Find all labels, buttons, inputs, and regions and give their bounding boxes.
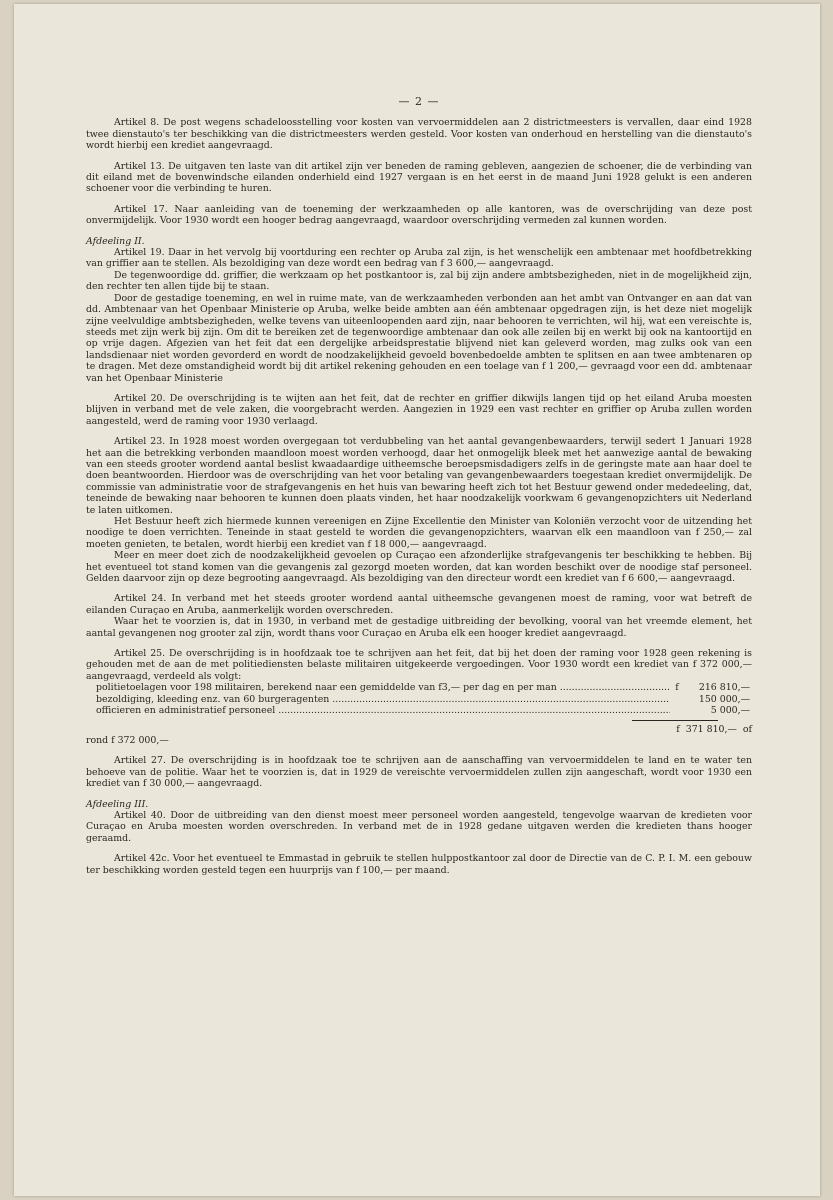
section-heading-3: Afdeeling III. (86, 798, 149, 810)
article-27: Artikel 27. De overschrijding is in hoofdzaak toe te schrijven aan de aanschaffing van vervoermiddelen te land en te water ten behoeve van de politie. Waar het te voorzien is, dat in 1929 de vereischte vervoermiddelen zullen zijn aangeschaft, wordt voor 1930 een krediet van f 30 000,— aangevraagd. (86, 755, 752, 790)
budget-item (96, 694, 752, 705)
article-42c: Artikel 42c. Voor het eventueel te Emmastad in gebruik te stellen hulppostkantoor zal door de Directie van de C. P. I. M. een gebouw ter beschikking worden gesteld tegen een huurprijs van f 100,— per maand. (86, 853, 752, 876)
section-heading-2: Afdeeling II. (86, 235, 145, 247)
budget-item (96, 682, 752, 693)
sum-rule (632, 720, 718, 721)
article-23-p3: Meer en meer doet zich de noodzakelijkheid gevoelen op Curaçao een afzonderlijke strafgevangenis ter beschikking te hebben. Bij het eventueel tot stand komen van die gevangenis zal gezorgd moeten worden, dat kan worden beschikt over de noodige staf personeel. Gelden daarvoor zijn op deze begrooting aangevraagd. Als bezoldiging van den directeur wordt een krediet van f 6 600,— aangevraagd. (86, 550, 752, 585)
document-page (14, 4, 820, 1196)
budget-items (96, 682, 752, 735)
article-19-p2: De tegenwoordige dd. griffier, die werkzaam op het postkantoor is, zal bij zijn andere ambtsbezigheden, niet in de mogelijkheid zijn, den rechter ten allen tijde bij te staan. (86, 269, 752, 293)
budget-total-amount: 371 810,— (685, 723, 737, 735)
article-23-p1: Artikel 23. In 1928 moest worden overgegaan tot verdubbeling van het aantal gevangenbewaarders, terwijl sedert 1 Januari 1928 het aan die betrekking verbonden maandloon moest worden verhoogd, daar het onmogelijk bleek met het aanwezige aantal de bewaking van een steeds grooter wordend aantal beslist kwaadaardige uitheemsche beroepsmisdadigers zelfs in de geringste mate aan haar doel te doen beantwoorden. Hierdoor was de overschrijding van het voor betaling van gevangenbewaarders toegestaan krediet onvermijdelijk. De commissie van administratie voor de strafgevangenis en het huis van bewaring heeft zich tot het Bestuur gewend onder mededeeling, dat, teneinde de bewaking naar behooren te kunnen doen plaats vinden, het haar noodzakelijk voorkwam 6 gevangenopzichters uit Nederland te laten uitkomen. (86, 436, 752, 516)
article-20: Artikel 20. De overschrijding is te wijten aan het feit, dat de rechter en griffier dikwijls langen tijd op het eiland Aruba moesten blijven in verband met de vele zaken, die voorgebracht werden. Aangezien in 1929 een vast rechter en griffier op Aruba zullen worden aangesteld, werd de raming voor 1930 verlaagd. (86, 392, 752, 427)
article-25: Artikel 25. De overschrijding is in hoofdzaak toe te schrijven aan het feit, dat bij het doen der raming voor 1928 geen rekening is gehouden met de aan de met politiediensten belaste militairen uitgekeerde vergoedingen. Voor 1930 wordt een krediet van f 372 000,— aangevraagd, verdeeld als volgt: (86, 648, 752, 682)
article-17: Artikel 17. Naar aanleiding van de toeneming der werkzaamheden op alle kantoren, was de overschrijding van deze post onvermijdelijk. Voor 1930 wordt een hooger bedrag aangevraagd, waardoor overschrijding vermeden zal kunnen worden. (86, 203, 752, 227)
budget-item-amount: 5 000,— (710, 705, 750, 717)
article-23-p2: Het Bestuur heeft zich hiermede kunnen vereenigen en Zijne Excellentie den Minister van Koloniën verzocht voor de uitzending het noodige te doen verrichten. Teneinde in staat gesteld te worden die gevangenopzichters, waarvan elk een maandloon van f 250,— zal moeten genieten, te betalen, wordt hierbij een krediet van f 18 000,— aangevraagd. (86, 516, 752, 550)
article-19-p3: Door de gestadige toeneming, en wel in ruime mate, van de werkzaamheden verbonden aan het ambt van Ontvanger en aan dat van dd. Ambtenaar van het Openbaar Ministerie op Aruba, welke beide ambten aan één ambtenaar opgedragen zijn, is het deze niet mogelijk zijne veelvuldige ambtsbezigheden, welke tevens van uiteenloopenden aard zijn, naar behooren te verrichten, wil hij, wat een vereischte is, steeds met zijn werk bij zijn. Om dit te bereiken zet de tegenwoordige ambtenaar dan ook alle zeilen bij en werkt bij ook na kantoortijd en op vrije dagen. Afgezien van het feit dat een dergelijke arbeidsprestatie blijvend niet kan geleverd worden, mag zulks ook van een landsdienaar niet worden gevorderd en wordt de noodzakelijkheid gevoeld bovenbedoelde ambten te splitsen en aan twee ambtenaren op te dragen. Met deze omstandigheid wordt bij dit artikel rekening gehouden en een toelage van f 1 200,— gevraagd voor een dd. ambtenaar van het Openbaar Ministerie (86, 292, 752, 384)
budget-total-currency: f (676, 723, 680, 735)
article-13: Artikel 13. De uitgaven ten laste van dit artikel zijn ver beneden de raming gebleven, aangezien de schoener, die de verbinding van dit eiland met de bovenwindsche eilanden onderhield eind 1927 vergaan is en het eerst in de maand Juni 1928 gelukt is een anderen schoener voor die verbinding te huren. (86, 160, 752, 195)
budget-item-desc: politietoelagen voor 198 militairen, berekend naar een gemiddelde van f3,— per dag en per man ..... (96, 682, 670, 693)
article-24-p1: Artikel 24. In verband met het steeds grooter wordend aantal uitheemsche gevangenen moest de raming, voor wat betreft de eilanden Curaçao en Aruba, aanmerkelijk worden overschreden. (86, 593, 752, 616)
budget-item-amount: 150 000,— (698, 693, 750, 705)
budget-item-desc: officieren en administratief personeel ..... (96, 705, 670, 716)
budget-total (96, 724, 752, 735)
article-8: Artikel 8. De post wegens schadeloosstelling voor kosten van vervoermiddelen aan 2 districtmeesters is vervallen, daar eind 1928 twee dienstauto's ter beschikking van die districtmeesters werden gesteld. Voor kosten van onderhoud en herstelling van die dienstauto's wordt hierbij een krediet aangevraagd. (86, 117, 752, 152)
budget-total-suffix: of (742, 723, 752, 735)
page-number: — 2 — (398, 95, 440, 108)
article-24-p2: Waar het te voorzien is, dat in 1930, in verband met de gestadige uitbreiding der bevolking, vooral van het vreemde element, het aantal gevangenen nog grooter zal zijn, wordt thans voor Curaçao en Aruba elk een hooger krediet aangevraagd. (86, 616, 752, 639)
budget-rounded: rond f 372 000,— (86, 734, 169, 746)
document-body (86, 96, 752, 885)
budget-item-amount: 216 810,— (698, 682, 750, 694)
article-40: Artikel 40. Door de uitbreiding van den dienst moest meer personeel worden aangesteld, tengevolge waarvan de kredieten voor Curaçao en Aruba moesten worden overschreden. In verband met de in 1928 gedane uitgaven werden die kredieten thans hooger geraamd. (86, 809, 752, 844)
budget-item-currency: f (675, 682, 679, 694)
budget-item-desc: bezoldiging, kleeding enz. van 60 burgeragenten ..... (96, 694, 670, 705)
budget-item (96, 705, 752, 716)
article-19-p1: Artikel 19. Daar in het vervolg bij voortduring een rechter op Aruba zal zijn, is het wenschelijk een ambtenaar met hoofdbetrekking van griffier aan te stellen. Als bezoldiging van deze wordt een bedrag van f 3 600,— aangevraagd. (86, 247, 752, 270)
